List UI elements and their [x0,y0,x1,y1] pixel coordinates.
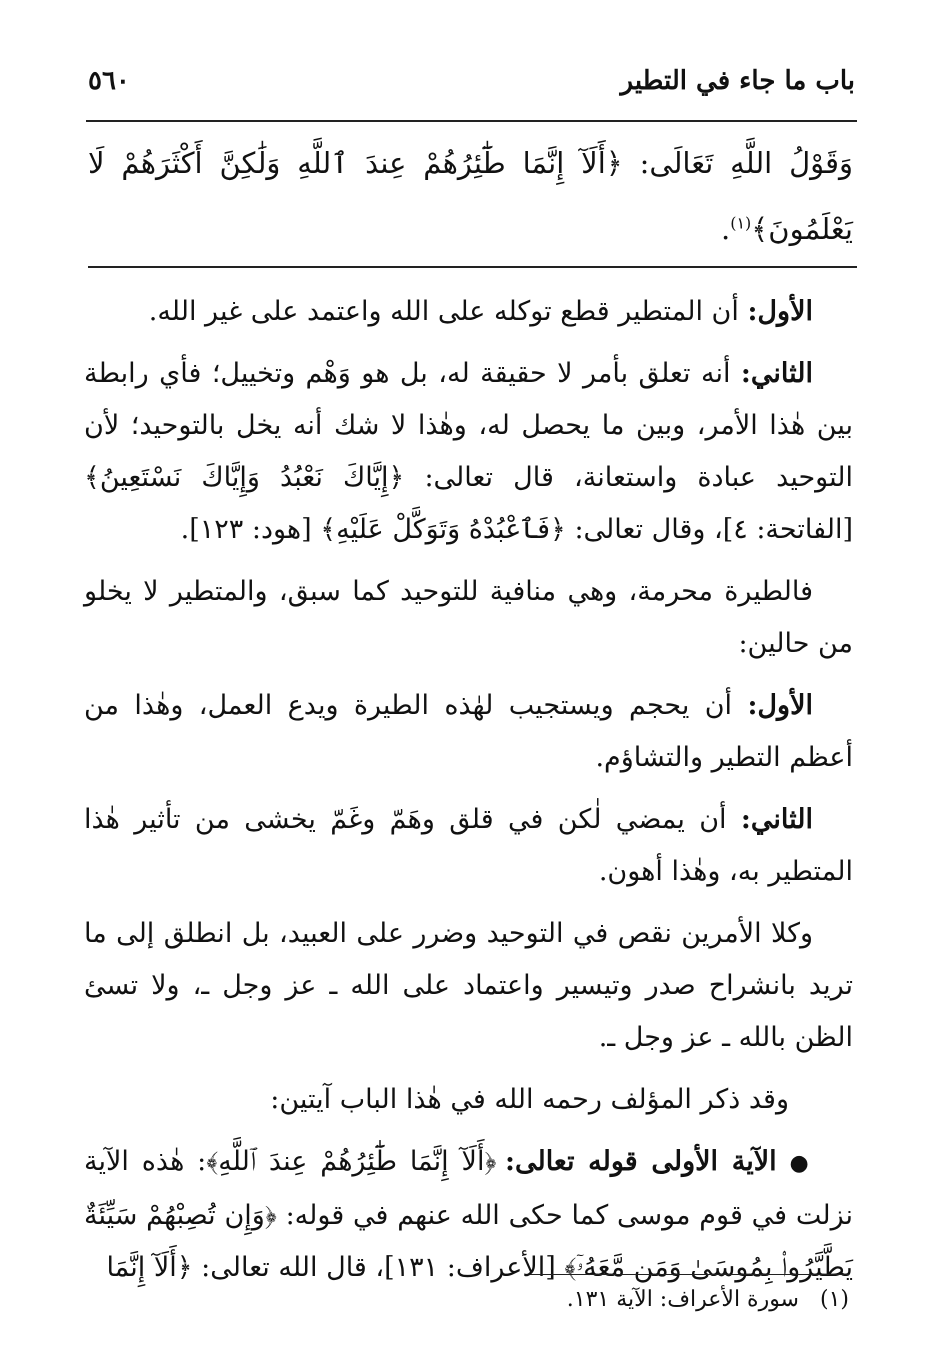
chapter-title: باب ما جاء في التطير [620,66,855,96]
footnote-number: (١) [819,1287,849,1312]
paragraph-first-verse [84,1136,853,1294]
verse-text: وَقَوْلُ اللَّهِ تَعَالَى: ﴿أَلَآ إِنَّمَا طَٰٓئِرُهُمْ عِندَ ٱللَّهِ وَلَٰكِنَّ أَكْثَرَهُمْ لَا يَعْلَمُونَ﴾ [88,146,853,246]
bullet-icon: ● [789,1151,813,1176]
paragraph-second-state [84,794,853,898]
verse-end: . [720,212,731,246]
footnote [88,1284,849,1316]
paragraph-first-state [84,680,853,784]
paragraph-first-aspect [84,286,853,338]
paragraph-lead: الأول: [747,690,813,721]
paragraph-second-aspect [84,348,853,556]
verse-block [88,130,853,262]
paragraph-lead: الثاني: [740,358,813,389]
paragraph-two-verses [84,1074,853,1126]
paragraph-text: أنه تعلق بأمر لا حقيقة له، بل هو وَهْم وتخييل؛ فأي رابطة بين هٰذا الأمر، وبين ما يحصل له، وهٰذا لا شك أنه يخل بالتوحيد؛ لأن التوحيد عبادة واستعانة، قال تعالى: ﴿إِيَّاكَ نَعْبُدُ وَإِيَّاكَ نَسْتَعِينُ﴾ [الفاتحة: ٤]، وقال تعالى: ﴿فَٱعْبُدْهُ وَتَوَكَّلْ عَلَيْهِ﴾ [هود: ١٢٣]. [84,358,853,545]
paragraph-both-matters [84,908,853,1064]
verse-footnote-ref: (١) [730,213,752,233]
page-header [88,56,855,106]
paragraph-lead: الأول: [747,296,813,327]
header-divider [86,120,857,122]
footnote-text: سورة الأعراف: الآية ١٣١. [566,1287,799,1312]
paragraph-text: أن يمضي لٰكن في قلق وهَمّ وغَمّ يخشى من تأثير هٰذا المتطير به، وهٰذا أهون. [84,804,853,887]
page-number: ٥٦٠ [88,66,130,96]
paragraph-two-states [84,566,853,670]
paragraph-text: وكلا الأمرين نقص في التوحيد وضرر على العبيد، بل انطلق إلى ما تريد بانشراح صدر وتيسير واعتماد على الله ـ عز وجل ـ، ولا تسئ الظن بالله ـ عز وجل ـ. [84,918,853,1053]
paragraph-lead: الآية الأولى قوله تعالى: [505,1146,777,1177]
paragraph-text: أن يحجم ويستجيب لهٰذه الطيرة ويدع العمل، وهٰذا من أعظم التطير والتشاؤم. [84,690,853,773]
paragraph-text: أن المتطير قطع توكله على الله واعتمد على غير الله. [148,296,748,327]
paragraph-text: ﴿أَلَآ إِنَّمَا طَٰٓئِرُهُمْ عِندَ ٱللَّهِ﴾: هٰذه الآية نزلت في قوم موسى كما حكى الله عنهم في قوله: ﴿وَإِن تُصِبْهُمْ سَيِّئَةٌ يَطَّيَّرُوا۟ بِمُوسَىٰ وَمَن مَّعَهُۥٓ﴾ [الأعراف: ١٣١]، قال الله تعالى: ﴿أَلَآ إِنَّمَا [84,1146,853,1283]
paragraph-lead: الثاني: [740,804,813,835]
footnote-divider [530,1274,849,1275]
paragraph-text: فالطيرة محرمة، وهي منافية للتوحيد كما سبق، والمتطير لا يخلو من حالين: [84,576,853,659]
verse-divider [88,266,857,268]
paragraph-text: وقد ذكر المؤلف رحمه الله في هٰذا الباب آيتين: [270,1084,789,1115]
commentary-body [84,286,853,1304]
